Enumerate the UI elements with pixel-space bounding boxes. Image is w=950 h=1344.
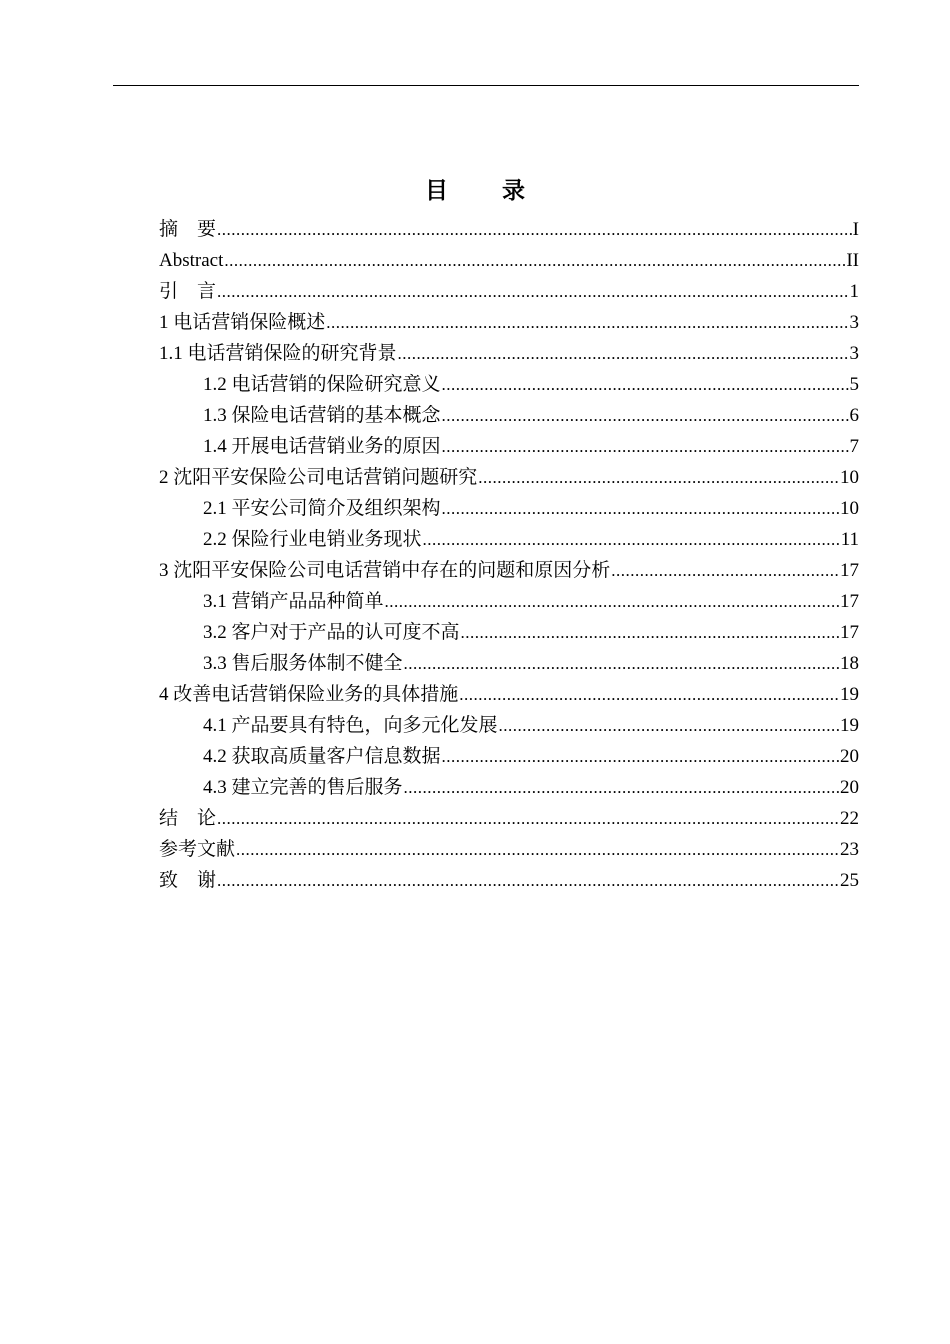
toc-dot-leader: [217, 865, 839, 896]
toc-entry-page-number: 17: [840, 622, 859, 643]
toc-entry-page-number: 10: [840, 498, 859, 519]
toc-entry-page-number: 20: [840, 777, 859, 798]
toc-dot-leader: [459, 679, 839, 710]
toc-entry-page-number: 10: [840, 467, 859, 488]
toc-dot-leader: [404, 772, 839, 803]
title-char-right: 录: [502, 178, 525, 204]
toc-dot-leader: [442, 369, 849, 400]
toc-entry-label: 摘 要: [159, 219, 217, 240]
toc-dot-leader: [442, 741, 839, 772]
toc-entry[interactable]: [159, 493, 859, 524]
toc-dot-leader: [217, 276, 848, 307]
toc-entry[interactable]: [159, 586, 859, 617]
toc-dot-leader: [326, 307, 848, 338]
toc-dot-leader: [217, 803, 839, 834]
header-rule: [113, 85, 859, 86]
toc-entry-page-number: I: [852, 219, 859, 240]
toc-entry[interactable]: [159, 648, 859, 679]
toc-dot-leader: [404, 648, 839, 679]
toc-entry-label: 2.2 保险行业电销业务现状: [203, 529, 422, 550]
toc-entry-label: 4 改善电话营销保险业务的具体措施: [159, 684, 459, 705]
toc-entry-page-number: 3: [849, 343, 859, 364]
toc-entry-label: 结 论: [159, 808, 217, 829]
toc-entry-label: 1 电话营销保险概述: [159, 312, 326, 333]
toc-entry-page-number: 11: [840, 529, 859, 550]
toc-entry-page-number: 19: [840, 684, 859, 705]
toc-entry[interactable]: [159, 307, 859, 338]
toc-entry-page-number: 7: [849, 436, 859, 457]
toc-entry-label: 1.3 保险电话营销的基本概念: [203, 405, 441, 426]
toc-entry-label: 1.4 开展电话营销业务的原因: [203, 436, 441, 457]
toc-entry[interactable]: [159, 338, 859, 369]
toc-entry[interactable]: [159, 803, 859, 834]
toc-entry-label: 3.3 售后服务体制不健全: [203, 653, 403, 674]
toc-entry[interactable]: [159, 431, 859, 462]
toc-entry[interactable]: [159, 834, 859, 865]
toc-dot-leader: [461, 617, 839, 648]
toc-entry[interactable]: [159, 400, 859, 431]
toc-dot-leader: [478, 462, 839, 493]
toc-dot-leader: [217, 214, 852, 245]
toc-entry-label: 4.3 建立完善的售后服务: [203, 777, 403, 798]
toc-entry-page-number: II: [846, 250, 859, 271]
toc-entry-page-number: 17: [840, 591, 859, 612]
toc-dot-leader: [442, 493, 839, 524]
toc-entry[interactable]: [159, 369, 859, 400]
toc-entry[interactable]: [159, 617, 859, 648]
toc-entry[interactable]: [159, 555, 859, 586]
toc-entry-label: 引 言: [159, 281, 217, 302]
toc-dot-leader: [442, 431, 849, 462]
page-title: [0, 172, 950, 205]
toc-entry[interactable]: [159, 710, 859, 741]
toc-entry-label: 2.1 平安公司简介及组织架构: [203, 498, 441, 519]
toc-entry-label: 致 谢: [159, 870, 217, 891]
toc-entry-page-number: 20: [840, 746, 859, 767]
toc-entry[interactable]: [159, 276, 859, 307]
toc-entry-label: 4.1 产品要具有特色，向多元化发展: [203, 715, 498, 736]
toc-entry-page-number: 3: [849, 312, 859, 333]
toc-entry[interactable]: [159, 772, 859, 803]
toc-entry-label: 1.2 电话营销的保险研究意义: [203, 374, 441, 395]
toc-entry-label: Abstract: [159, 250, 224, 271]
toc-entry[interactable]: [159, 214, 859, 245]
toc-dot-leader: [423, 524, 840, 555]
toc-entry-page-number: 5: [849, 374, 859, 395]
toc-entry-label: 3.1 营销产品品种简单: [203, 591, 384, 612]
toc-entry-page-number: 23: [840, 839, 859, 860]
toc-entry-label: 3 沈阳平安保险公司电话营销中存在的问题和原因分析: [159, 560, 611, 581]
toc-entry-page-number: 19: [840, 715, 859, 736]
toc-entry-label: 1.1 电话营销保险的研究背景: [159, 343, 397, 364]
toc-entry[interactable]: [159, 524, 859, 555]
title-char-left: 目: [425, 178, 448, 204]
toc-entry[interactable]: [159, 865, 859, 896]
toc-dot-leader: [398, 338, 849, 369]
toc-entry-page-number: 1: [849, 281, 859, 302]
toc-entry-label: 3.2 客户对于产品的认可度不高: [203, 622, 460, 643]
toc-dot-leader: [611, 555, 839, 586]
toc-entry-page-number: 6: [849, 405, 859, 426]
toc-entry-label: 2 沈阳平安保险公司电话营销问题研究: [159, 467, 478, 488]
toc-entry-page-number: 18: [840, 653, 859, 674]
toc-entry-label: 4.2 获取高质量客户信息数据: [203, 746, 441, 767]
toc-entry-label: 参考文献: [159, 839, 236, 860]
toc-entry-page-number: 17: [840, 560, 859, 581]
toc-entry-page-number: 22: [840, 808, 859, 829]
toc-entry[interactable]: [159, 741, 859, 772]
table-of-contents: [159, 214, 859, 896]
toc-dot-leader: [236, 834, 839, 865]
toc-dot-leader: [385, 586, 839, 617]
toc-dot-leader: [224, 245, 845, 276]
toc-dot-leader: [442, 400, 849, 431]
toc-entry[interactable]: [159, 245, 859, 276]
toc-dot-leader: [499, 710, 839, 741]
toc-entry-page-number: 25: [840, 870, 859, 891]
toc-entry[interactable]: [159, 462, 859, 493]
toc-entry[interactable]: [159, 679, 859, 710]
